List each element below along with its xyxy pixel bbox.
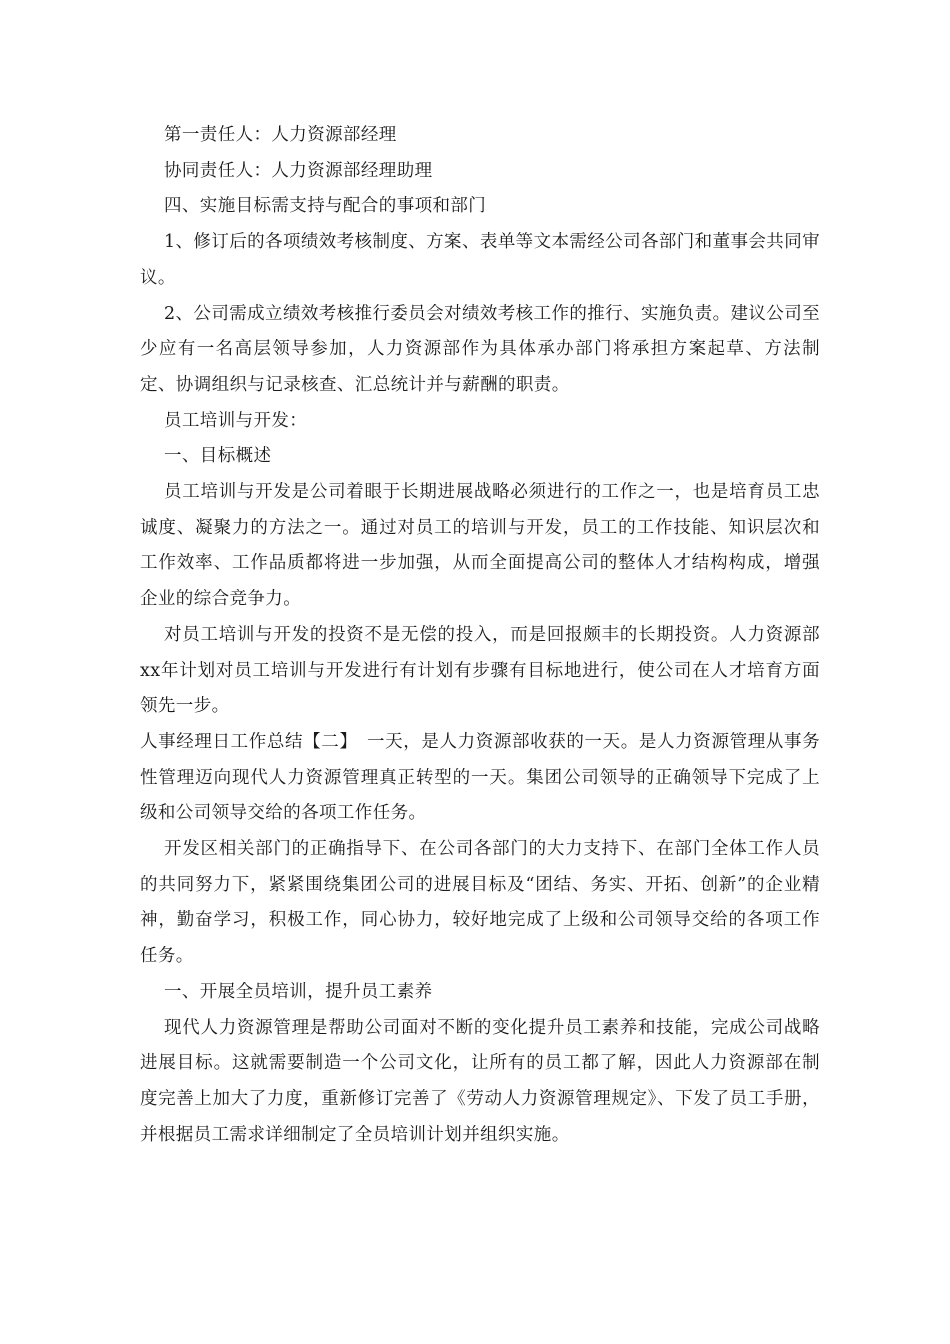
paragraph-item-1: 1、修订后的各项绩效考核制度、方案、表单等文本需经公司各部门和董事会共同审议。 (140, 232, 820, 288)
paragraph-item-2: 2、公司需成立绩效考核推行委员会对绩效考核工作的推行、实施负责。建议公司至少应有一名高层领导参加，人力资源部作为具体承办部门将承担方案起草、方法制定、协调组织与记录核查、汇总统计并与薪酬的职责。 (140, 303, 820, 395)
paragraph-first-responsible: 第一责任人：人力资源部经理 (164, 125, 397, 145)
paragraph-modern-hr: 现代人力资源管理是帮助公司面对不断的变化提升员工素养和技能，完成公司战略进展目标。这就需要制造一个公司文化，让所有的员工都了解，因此人力资源部在制度完善上加大了力度，重新修订完善了《劳动人力资源管理规定》、下发了员工手册，并根据员工需求详细制定了全员培训计划并组织实施。 (140, 1017, 820, 1145)
paragraph-co-responsible: 协同责任人：人力资源部经理助理 (164, 160, 433, 181)
section-heading-support: 四、实施目标需支持与配合的事项和部门 (164, 196, 487, 217)
document-body (140, 118, 820, 1153)
paragraph-dev-zone: 开发区相关部门的正确指导下、在公司各部门的大力支持下、在部门全体工作人员的共同努力下，紧紧围绕集团公司的进展目标及“团结、务实、开拓、创新”的企业精神，勤奋学习，积极工作，同心协力，较好地完成了上级和公司领导交给的各项工作任务。 (140, 839, 820, 967)
paragraph-training-purpose: 员工培训与开发是公司着眼于长期进展战略必须进行的工作之一，也是培育员工忠诚度、凝聚力的方法之一。通过对员工的培训与开发，员工的工作技能、知识层次和工作效率、工作品质都将进一步加强，从而全面提高公司的整体人才结构构成，增强企业的综合竞争力。 (140, 482, 820, 610)
section-heading-goal-overview: 一、目标概述 (164, 446, 272, 467)
section-heading-training: 员工培训与开发： (164, 410, 308, 431)
paragraph-summary-title: 人事经理日工作总结【二】 一天，是人力资源部收获的一天。是人力资源管理从事务性管理迈向现代人力资源管理真正转型的一天。集团公司领导的正确领导下完成了上级和公司领导交给的各项工作任务。 (140, 731, 820, 824)
paragraph-training-investment: 对员工培训与开发的投资不是无偿的投入，而是回报颇丰的长期投资。人力资源部xx年计划对员工培训与开发进行有计划有步骤有目标地进行，使公司在人才培育方面领先一步。 (140, 624, 820, 717)
section-heading-staff-training: 一、开展全员培训，提升员工素养 (164, 981, 433, 1002)
